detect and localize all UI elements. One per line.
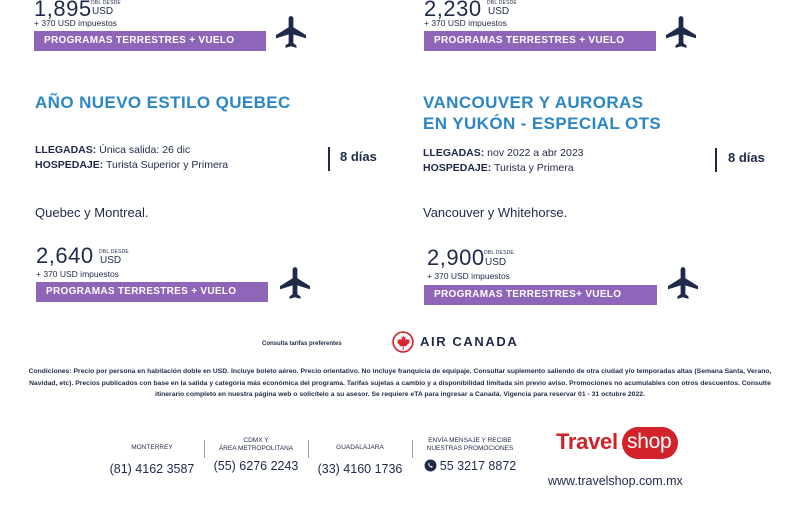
website-url[interactable]: www.travelshop.com.mx [548, 474, 683, 488]
dbl-desde-label: DBL DESDE [91, 0, 121, 6]
llegadas-label: LLEGADAS: [423, 147, 485, 159]
airplane-icon [664, 264, 702, 302]
price: 2,640 [36, 243, 94, 268]
office-label: CDMX Y ÁREA METROPOLITANA [218, 437, 294, 452]
left-price-block [36, 243, 276, 303]
office-cdmx [204, 437, 308, 473]
llegadas-label: LLEGADAS: [35, 144, 97, 156]
airplane-icon [276, 264, 314, 302]
dbl-desde-label: DBL DESDE [487, 0, 517, 6]
tax-label: + 370 USD impuestos [34, 18, 117, 28]
office-phone: 55 3217 8872 [439, 459, 517, 473]
tax-label: + 370 USD impuestos [36, 269, 119, 279]
route: Quebec y Montreal. [35, 205, 149, 220]
hospedaje-label: HOSPEDAJE: [35, 159, 104, 171]
tax-label: + 370 USD impuestos [427, 271, 510, 281]
airplane-icon [662, 13, 700, 51]
llegadas-value: Única salida: 26 dic [96, 144, 191, 156]
maple-leaf-logo [392, 331, 414, 353]
hospedaje-label: HOSPEDAJE: [423, 162, 492, 174]
route: Vancouver y Whitehorse. [423, 205, 568, 220]
dbl-desde-label: DBL DESDE [99, 249, 129, 255]
price: 2,230 [424, 0, 482, 21]
office-guadalajara [308, 440, 412, 476]
days-separator [715, 148, 717, 172]
top-right-price-block [424, 0, 664, 54]
price: 1,895 [34, 0, 92, 21]
office-label: MONTERREY [131, 444, 173, 451]
currency-label: USD [100, 255, 122, 266]
llegadas-value: nov 2022 a abr 2023 [484, 147, 584, 159]
program-bar: PROGRAMAS TERRESTRES+ VUELO [424, 285, 657, 305]
right-price-block [427, 243, 667, 307]
duration-days: 8 días [340, 149, 377, 164]
duration-days: 8 días [728, 150, 765, 165]
office-phone[interactable]: (55) 6276 2243 [213, 459, 299, 473]
hospedaje-value: Turista Superior y Primera [103, 159, 229, 171]
airplane-icon [272, 13, 310, 51]
days-separator [328, 147, 330, 171]
whatsapp-phone-row[interactable] [412, 459, 528, 473]
office-phone[interactable]: (81) 4162 3587 [109, 462, 195, 476]
llegadas-line [35, 143, 190, 158]
shop-wordmark: shop [627, 430, 672, 453]
office-label: ENVÍA MENSAJE Y RECIBE NUESTRAS PROMOCIONES [426, 437, 514, 452]
travelshop-logo[interactable] [556, 427, 678, 459]
hospedaje-line [423, 161, 574, 176]
currency-label: USD [488, 6, 510, 17]
hospedaje-line [35, 158, 228, 173]
llegadas-line [423, 146, 584, 161]
top-left-price-block [34, 0, 274, 54]
air-canada-logo-text: AIR CANADA [420, 334, 519, 349]
currency-label: USD [92, 6, 114, 17]
office-label: GUADALAJARA [336, 444, 384, 451]
program-bar: PROGRAMAS TERRESTRES + VUELO [36, 282, 268, 302]
dbl-desde-label: DBL DESDE [484, 250, 514, 256]
hospedaje-value: Turista y Primera [491, 162, 574, 174]
whatsapp-icon [424, 459, 437, 472]
program-title-line2: EN YUKÓN - ESPECIAL OTS [423, 114, 662, 133]
currency-label: USD [485, 257, 507, 268]
price: 2,900 [427, 245, 485, 270]
program-title-line1: VANCOUVER Y AURORAS [423, 93, 644, 112]
travel-wordmark: Travel [556, 429, 618, 454]
office-monterrey [100, 440, 204, 476]
office-phone[interactable]: (33) 4160 1736 [317, 462, 403, 476]
program-bar: PROGRAMAS TERRESTRES + VUELO [424, 31, 656, 51]
program-bar: PROGRAMAS TERRESTRES + VUELO [34, 31, 266, 51]
conditions-text: Condiciones: Precio por persona en habitación doble en USD. Incluye boleto aéreo. Precio orientativo. No incluye franquicia de equipaje. Consultar suplemento saliendo de otra ciudad y/o temporadas altas (Semana Santa, Verano, Navidad, etc). Precios publicados con base en la salida y categoría más económica del programa. Tarifas sujetas a cambio y a disponibilidad limitada sin previo aviso. Promociones no acumulables con otros descuentos. Consulte itinerario completo en nuestra página web o solicítelo a su asesor. Se requiere eTA para ingresar a Canadá. Vigencia para reservar 01 - 31 octubre 2022. [28, 368, 772, 398]
consulta-tarifas-label: Consulta tarifas preferentes [262, 341, 342, 347]
tax-label: + 370 USD impuestos [424, 18, 507, 28]
program-title: AÑO NUEVO ESTILO QUEBEC [35, 93, 291, 112]
office-whatsapp [412, 437, 528, 473]
